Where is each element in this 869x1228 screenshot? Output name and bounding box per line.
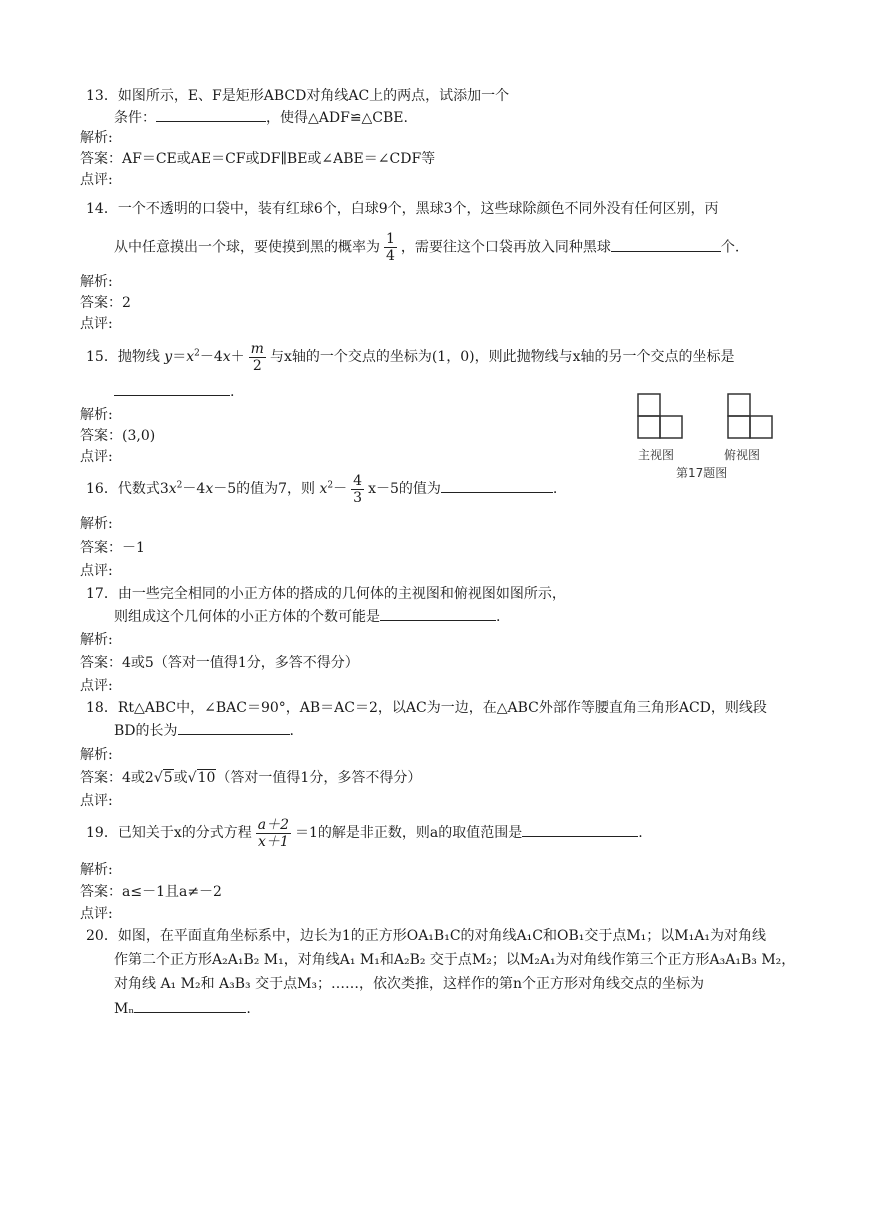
q18-text-a: BD的长为	[114, 723, 178, 739]
q14-fraction: $\frac{1}{4}$	[386, 231, 395, 264]
q15-text-b: 与x轴的一个交点的坐标为(1，0)，则此抛物线与x轴的另一个交点的坐标是	[269, 349, 735, 365]
q19-fraction: $\frac{a+2}{x+1}$	[257, 816, 289, 850]
question-18-line2	[114, 720, 294, 741]
q14-answer-blank	[611, 237, 721, 252]
q17-jiexi: 解析:	[80, 632, 113, 648]
question-13-line1: 13．如图所示，E、F是矩形ABCD对角线AC上的两点，试添加一个	[86, 88, 510, 104]
q19-text-c: .	[638, 825, 643, 841]
q17-answer-blank	[380, 606, 496, 621]
question-20-line2: 作第二个正方形A₂A₁B₂ M₁，对角线A₁ M₁和A₂B₂ 交于点M₂；以M₂A₁为对角线作第三个正方形A₃A₁B₃ M₂，	[114, 952, 796, 968]
q18-answer-c: （答对一值得1分，多答不得分）	[216, 770, 422, 786]
q13-condition-tail: ，使得△ADF≌△CBE.	[266, 110, 408, 126]
q17-text-a: 则组成这个几何体的小正方体的个数可能是	[114, 609, 380, 625]
q18-jiexi: 解析:	[80, 747, 113, 763]
q19-dianping: 点评:	[80, 906, 113, 922]
q15-text-a: 15．抛物线	[86, 349, 160, 365]
q19-answer-blank	[522, 822, 638, 837]
q16-text-d: .	[552, 481, 558, 497]
question-14-line1: 14．一个不透明的口袋中，装有红球6个，白球9个，黑球3个，这些球除颜色不同外没有任何区别，丙	[86, 201, 719, 217]
question-19-line1	[86, 816, 643, 850]
question-15-line1: 15．抛物线 $y=x^2-4x+$ $\frac{m}{2}$ 与x轴的一个交点的坐标为(1，0)，则此抛物线与x轴的另一个交点的坐标是	[86, 340, 735, 374]
q18-answer	[80, 768, 421, 788]
q15-answer: 答案：(3,0)	[80, 428, 156, 444]
q16-text-a: 16．代数式	[86, 481, 160, 497]
q14-dianping: 点评:	[80, 316, 113, 332]
q17-text-b: .	[496, 609, 501, 625]
front-view-label: 主视图	[638, 448, 675, 462]
q19-answer: 答案：a≤－1且a≠－2	[80, 884, 222, 900]
q18-answer-b: 或	[173, 770, 188, 786]
q16-jiexi: 解析:	[80, 516, 113, 532]
q17-dianping: 点评:	[80, 678, 113, 694]
top-view-label: 俯视图	[724, 448, 761, 462]
top-view-drawing	[728, 394, 772, 438]
q13-answer-blank	[156, 107, 266, 122]
q16-text-c: x－5的值为	[368, 481, 441, 497]
q13-dianping: 点评:	[80, 172, 113, 188]
q16-answer: 答案：－1	[80, 540, 145, 556]
q13-answer: 答案：AF＝CE或AE＝CF或DF∥BE或∠ABE＝∠CDF等	[80, 151, 436, 167]
q13-jiexi: 解析:	[80, 130, 113, 146]
q15-jiexi: 解析:	[80, 407, 113, 423]
question-18-line1: 18．Rt△ABC中，∠BAC＝90°，AB＝AC＝2，以AC为一边，在△ABC外部作等腰直角三角形ACD，则线段	[86, 700, 767, 716]
question-16-line1: 16．代数式$3x^2-4x-5$的值为7，则 $x^2-$ $\frac{4}{3}$ x－5的值为 .	[86, 472, 558, 506]
question-17-line2	[114, 606, 500, 627]
q15-answer-blank	[114, 381, 230, 396]
q18-answer-a: 答案：4或2	[80, 770, 154, 786]
q17-answer: 答案：4或5（答对一值得1分，多答不得分）	[80, 655, 359, 671]
q16-dianping: 点评:	[80, 563, 113, 579]
q15-fraction: $\frac{m}{2}$	[250, 340, 264, 374]
q19-jiexi: 解析:	[80, 862, 113, 878]
question-14-line2	[114, 231, 739, 264]
q16-text-b: 的值为7，则	[236, 481, 316, 497]
question-17-line1: 17．由一些完全相同的小正方体的搭成的几何体的主视图和俯视图如图所示，	[86, 586, 566, 602]
q14-text-c: 个.	[720, 239, 740, 256]
question-15-line2	[114, 381, 234, 402]
front-view-drawing	[638, 394, 682, 438]
q14-jiexi: 解析:	[80, 274, 113, 290]
figure-17	[624, 386, 784, 486]
q20-text-b: .	[246, 1001, 251, 1017]
q14-answer: 答案：2	[80, 295, 131, 311]
q18-text-b: .	[289, 723, 294, 739]
q13-condition-label: 条件：	[114, 110, 156, 126]
q20-answer-blank	[134, 998, 246, 1013]
q14-text-b: ，需要往这个口袋再放入同种黑球	[400, 239, 611, 256]
figure-17-views	[624, 386, 784, 446]
sqrt-10: √10	[187, 770, 216, 786]
q18-dianping: 点评:	[80, 793, 113, 809]
question-20-line4	[114, 998, 251, 1019]
q19-text-a: 19．已知关于x的分式方程	[86, 825, 252, 841]
q16-fraction: $\frac{4}{3}$	[353, 472, 363, 506]
question-13-line2	[114, 107, 408, 128]
q18-answer-blank	[178, 720, 290, 735]
figure-17-caption: 第17题图	[676, 466, 728, 480]
q16-answer-blank	[441, 478, 553, 493]
q14-text-a: 从中任意摸出一个球，要使摸到黑的概率为	[114, 239, 380, 256]
question-20-line3: 对角线 A₁ M₂和 A₃B₃ 交于点M₃；……，依次类推，这样作的第n个正方形对角线交点的坐标为	[114, 976, 705, 992]
sqrt-5: √5	[153, 770, 173, 786]
question-20-line1: 20．如图，在平面直角坐标系中，边长为1的正方形OA₁B₁C的对角线A₁C和OB₁交于点M₁；以M₁A₁为对角线	[86, 928, 766, 944]
q15-text-end: .	[230, 384, 235, 400]
q15-dianping: 点评:	[80, 449, 113, 465]
q20-text-a: Mₙ	[114, 1001, 135, 1017]
q19-text-b: ＝1的解是非正数，则a的取值范围是	[294, 825, 523, 841]
